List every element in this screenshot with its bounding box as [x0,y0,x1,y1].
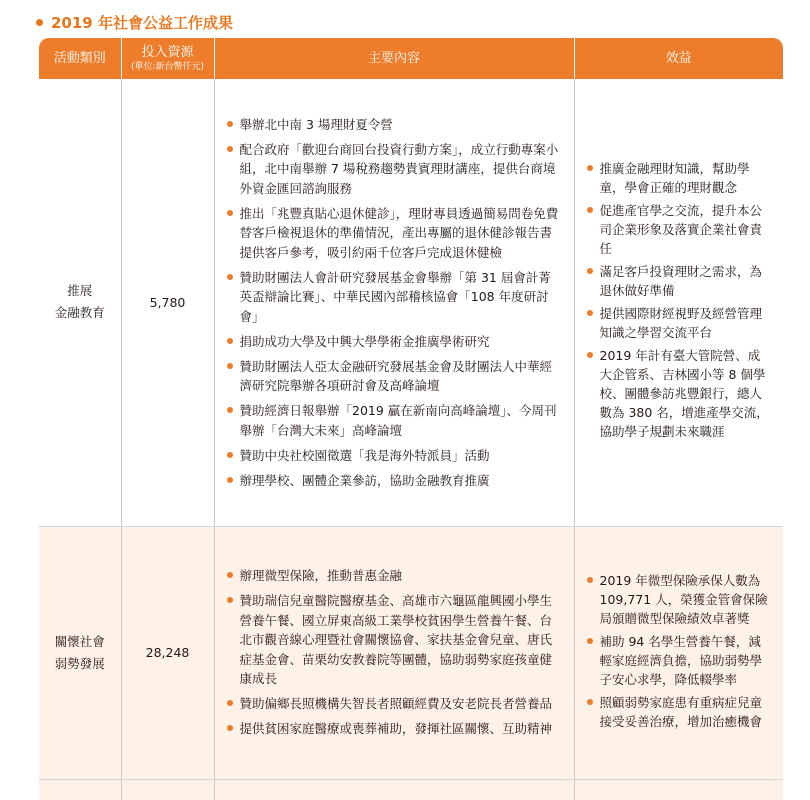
list-item: 贊助財團法人亞太金融研究發展基金會及財團法人中華經濟研究院舉辦各項研討會及高峰論壇 [225,357,561,396]
list-item: 贊助瑞信兒童醫院醫療基金、高雄市六龜區龍興國小學生營養午餐、國立屏東高級工業學校貧困學生營養午餐、台北市觀音線心理暨社會關懷協會、家扶基金會兒童、唐氏症基金會、苗栗幼安教養院等團體，協助弱勢家庭孩童健康成長 [225,591,561,689]
header-content: 主要內容 [214,38,574,79]
list-item: 照顧弱勢家庭患有重病症兒童接受妥善治療，增加治癒機會 [585,693,772,731]
list-item: 補助 94 名學生營養午餐，減輕家庭經濟負擔，協助弱勢學子安心求學，降低輟學率 [585,632,772,689]
section-title [36,10,233,34]
effect-cell [574,79,783,526]
list-item: 推廣金融理財知識，幫助學童，學會正確的理財觀念 [585,159,772,197]
section-title-text: 2019 年社會公益工作成果 [51,13,233,32]
bullet-dot-icon [36,19,43,26]
category-cell: 關懷社會 弱勢發展 [39,526,121,779]
list-item: 推出「兆豐真貼心退休健診」，理財專員透過簡易問卷免費替客戶檢視退休的準備情況，產出專屬的退休健診報告書提供客戶參考，吸引約兩千位客戶完成退休健檢 [225,204,561,263]
list-item: 提供貧困家庭醫療或喪葬補助，發揮社區關懷、互助精神 [225,719,561,739]
list-item: 滿足客戶投資理財之需求，為退休做好準備 [585,262,772,300]
category-cell: 推展 金融教育 [39,79,121,526]
list-item: 贊助經濟日報舉辦「2019 贏在新南向高峰論壇」、今周刊舉辦「台灣大未來」高峰論壇 [225,401,561,440]
table-row [39,526,783,779]
header-category: 活動類別 [39,38,121,79]
amount-cell: 5,780 [121,79,214,526]
results-table [39,38,783,800]
amount-cell: 28,248 [121,526,214,779]
list-item: 贊助財團法人會計研究發展基金會舉辦「第 31 屆會計菁英盃辯論比賽」、中華民國內部稽核協會「108 年度研討會」 [225,268,561,327]
list-item: 2019 年微型保險承保人數為 109,771 人，榮獲金管會保險局頒贈微型保險績效卓著獎 [585,571,772,628]
list-item: 贊助中央社校園徵選「我是海外特派員」活動 [225,446,561,466]
list-item: 贊助偏鄉長照機構失智長者照顧經費及安老院長者營養品 [225,694,561,714]
header-investment-label: 投入資源 [141,44,194,60]
header-investment-unit: (單位:新台幣仟元) [130,61,205,72]
list-item: 辦理學校、團體企業參訪，協助金融教育推廣 [225,471,561,491]
table-header-row [39,38,783,79]
content-cell [214,526,574,779]
list-item: 配合政府「歡迎台商回台投資行動方案」，成立行動專案小組，北中南舉辦 7 場稅務趨勢貴賓理財講座，提供台商境外資金匯回諮詢服務 [225,140,561,199]
header-investment [121,38,214,79]
list-item: 提供國際財經視野及經營管理知識之學習交流平台 [585,304,772,342]
list-item: 捐助成功大學及中興大學學術金推廣學術研究 [225,332,561,352]
table-row-continuation [39,779,783,800]
header-effect: 效益 [574,38,783,79]
list-item: 辦理微型保險，推動普惠金融 [225,566,561,586]
table-row [39,79,783,526]
effect-cell [574,526,783,779]
list-item: 促進產官學之交流，提升本公司企業形象及落實企業社會責任 [585,201,772,258]
list-item: 舉辦北中南 3 場理財夏令營 [225,115,561,135]
content-cell [214,79,574,526]
list-item: 2019 年計有臺大管院營、成大企管系、吉林國小等 8 個學校、團體參訪兆豐銀行，總人數為 380 名，增進產學交流，協助學子規劃未來職涯 [585,346,772,441]
